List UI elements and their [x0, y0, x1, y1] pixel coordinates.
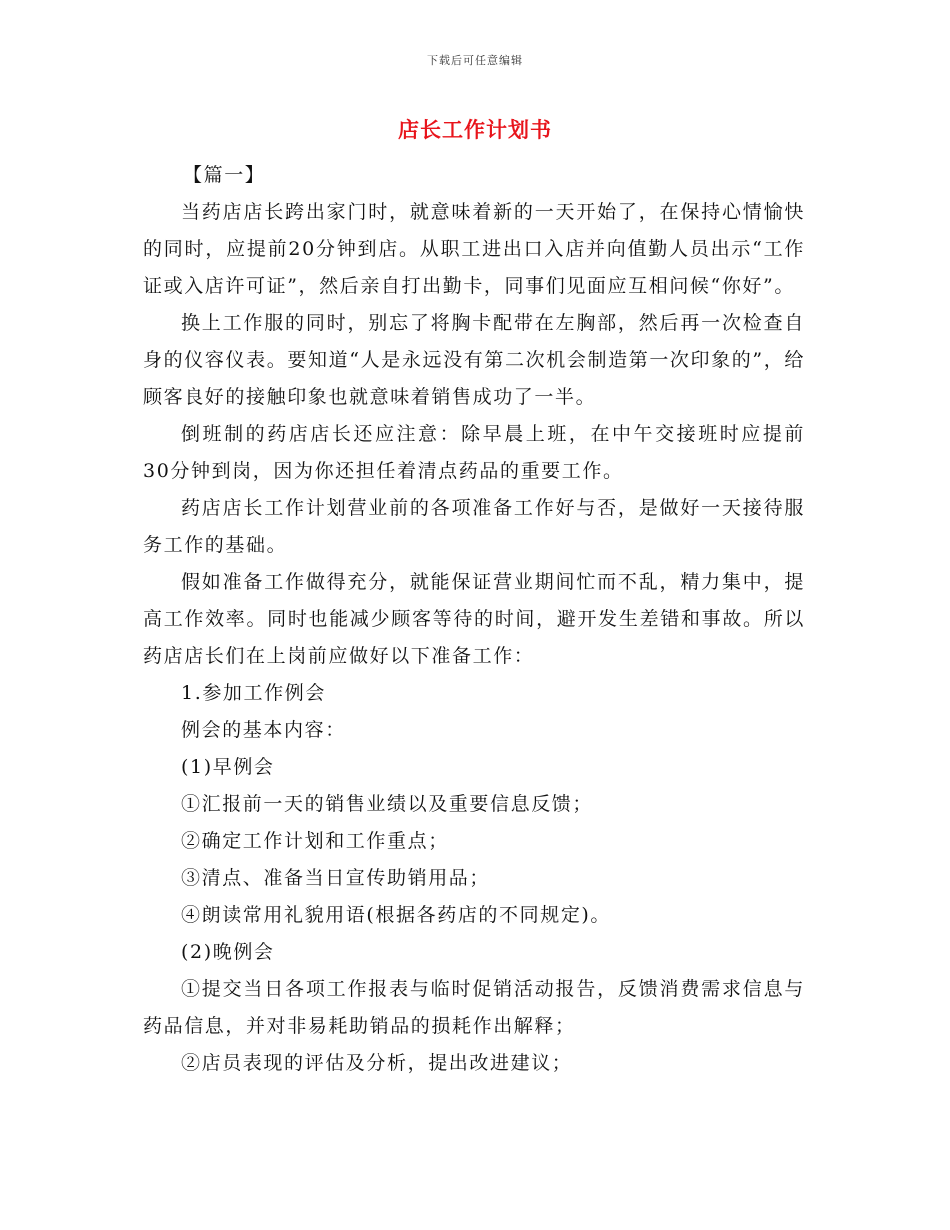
list-line: 例会的基本内容： [181, 719, 346, 741]
section-label: 【篇一】 [183, 164, 266, 186]
list-line: ④朗读常用礼貌用语(根据各药店的不同规定)。 [181, 904, 612, 926]
list-line: ②店员表现的评估及分析，提出改进建议； [181, 1052, 573, 1074]
document-body [143, 157, 805, 1082]
list-line: (2)晚例会 [181, 941, 275, 963]
list-line: 1.参加工作例会 [181, 682, 326, 704]
list-line: ①汇报前一天的销售业绩以及重要信息反馈； [181, 793, 594, 815]
paragraph: 当药店店长跨出家门时，就意味着新的一天开始了，在保持心情愉快的同时，应提前20分钟到店。从职工进出口入店并向值勤人员出示“工作证或入店许可证”，然后亲自打出勤卡，同事们见面应互相问候“你好”。 [143, 201, 805, 297]
paragraph: 药店店长工作计划营业前的各项准备工作好与否，是做好一天接待服务工作的基础。 [143, 497, 805, 556]
paragraph: 假如准备工作做得充分，就能保证营业期间忙而不乱，精力集中，提高工作效率。同时也能减少顾客等待的时间，避开发生差错和事故。所以药店店长们在上岗前应做好以下准备工作： [143, 571, 805, 667]
document-title: 店长工作计划书 [398, 117, 552, 142]
list-line: (1)早例会 [181, 756, 275, 778]
header-note: 下载后可任意编辑 [427, 54, 523, 67]
paragraph: 倒班制的药店店长还应注意：除早晨上班，在中午交接班时应提前30分钟到岗，因为你还担任着清点药品的重要工作。 [143, 423, 805, 482]
paragraph: 换上工作服的同时，别忘了将胸卡配带在左胸部，然后再一次检查自身的仪容仪表。要知道“人是永远没有第二次机会制造第一次印象的”，给顾客良好的接触印象也就意味着销售成功了一半。 [143, 312, 805, 408]
list-line: ③清点、准备当日宣传助销用品； [181, 867, 491, 889]
list-line: ①提交当日各项工作报表与临时促销活动报告，反馈消费需求信息与药品信息，并对非易耗助销品的损耗作出解释； [143, 978, 805, 1037]
list-line: ②确定工作计划和工作重点； [181, 830, 449, 852]
